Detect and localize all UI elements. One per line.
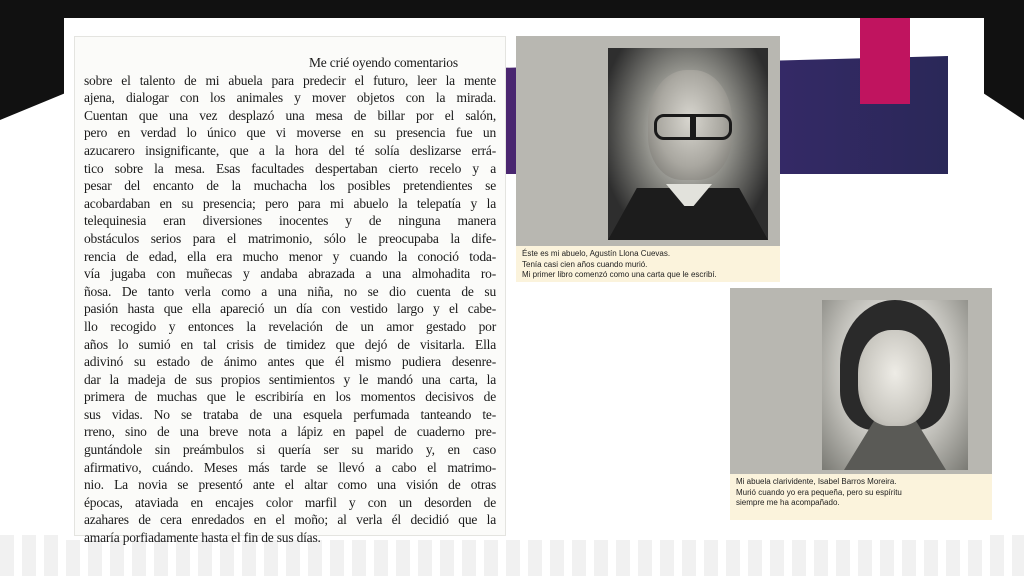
text-line: pasión hasta que ella apareció un día con vestido largo y el cabe-: [84, 301, 496, 317]
text-line: obstáculos serios para el matrimonio, sólo le preocupaba la dife-: [84, 230, 496, 246]
portrait-head: [858, 330, 932, 426]
top-frame-band: [0, 0, 1024, 18]
caption-line: Tenía casi cien años cuando murió.: [522, 259, 648, 269]
text-line: rencia de edad, ella era mucho menor y cuando la conoció toda-: [84, 248, 496, 264]
grandmother-portrait-image: [822, 300, 968, 470]
caption-line: Murió cuando yo era pequeña, pero su espíritu: [736, 487, 902, 497]
text-line: años lo sumió en tal crisis de timidez que dejó de visitarla. Ella: [84, 336, 496, 352]
portrait-neck: [844, 420, 946, 470]
text-line: Cuentan que una vez desplazó una mesa de billar por el salón,: [84, 107, 496, 123]
scanned-text-page: [74, 36, 506, 546]
slide: [64, 18, 984, 546]
glasses-shape: [654, 114, 732, 140]
text-line: nio. La novia se presentó ante el altar como una visión de otras: [84, 477, 496, 493]
caption-line: Mi abuela clarividente, Isabel Barros Moreira.: [736, 477, 897, 486]
text-line: amaría porfiadamente hasta el fin de sus días.: [84, 530, 321, 546]
grandfather-caption: [516, 246, 780, 282]
scanned-paragraph: [74, 36, 506, 553]
text-line: guntándole sin preámbulos si quería ser su marido y, en caso: [84, 442, 496, 458]
grandfather-photo-card: [516, 36, 780, 282]
text-line: ajena, dialogar con los animales y mover objetos con la mirada.: [84, 90, 496, 106]
text-line: telequinesia eran diversiones inocentes y de ninguna manera: [84, 213, 496, 229]
grandmother-photo-card: [730, 288, 992, 520]
text-line: afirmativo, cuándo. Meses más tarde se llevó a cabo el matrimo-: [84, 459, 496, 475]
text-line: pesar del encanto de la muchacha los posibles pretendientes se: [84, 178, 496, 194]
left-frame-wing: [0, 0, 64, 120]
text-line: dar la madeja de sus propios sentimientos y le mandó una carta, la: [84, 371, 496, 387]
caption-line: Mi primer libro comenzó como una carta que le escribí.: [522, 270, 717, 279]
caption-line: Éste es mi abuelo, Agustín Llona Cuevas.: [522, 249, 671, 258]
right-frame-wing: [984, 0, 1024, 120]
text-line: vía jugaba con muñecas y andaba abrazada a una almohadita ro-: [84, 266, 496, 282]
text-line: adivinó su estado de ánimo antes que él mismo pudiera desenre-: [84, 354, 496, 370]
text-line: sus vidas. No se trataba de una esquela perfumada tanteando te-: [84, 406, 496, 422]
text-line: azahares de cera enredados en el moño; al verla él decidió que la: [84, 512, 496, 528]
text-line: azucarero insignificante, que a la hora del té solía deslizarse errá-: [84, 142, 496, 158]
text-line: tico sobre la mesa. Esas facultades despertaban cierto recelo y a: [84, 160, 496, 176]
text-line: épocas, ataviada en encajes color marfil y con un desorden de: [84, 494, 496, 510]
text-line: pero en verdad lo único que vi moverse en su presencia fue un: [84, 125, 496, 141]
text-line: primera de muchas que le escribiría en los momentos decisivos de: [84, 389, 496, 405]
text-line: llo recogido y entonces la revelación de un amor gestado por: [84, 318, 496, 334]
magenta-decor-bar: [860, 18, 910, 104]
text-line: Me crié oyendo comentarios: [309, 55, 458, 70]
text-line: acobardaban en su presencia; pero para mi abuelo la telepatía y la: [84, 195, 496, 211]
text-line: sobre el talento de mi abuela para predecir el futuro, leer la mente: [84, 72, 496, 88]
grandmother-caption: [730, 474, 992, 520]
text-line: rreno, sino de una breve nota a lápiz en papel de cuaderno pre-: [84, 424, 496, 440]
grandfather-portrait-image: [608, 48, 768, 240]
caption-line: siempre me ha acompañado.: [736, 498, 840, 507]
text-line: ñosa. De tanto verla como a una niña, no se dio cuenta de su: [84, 283, 496, 299]
